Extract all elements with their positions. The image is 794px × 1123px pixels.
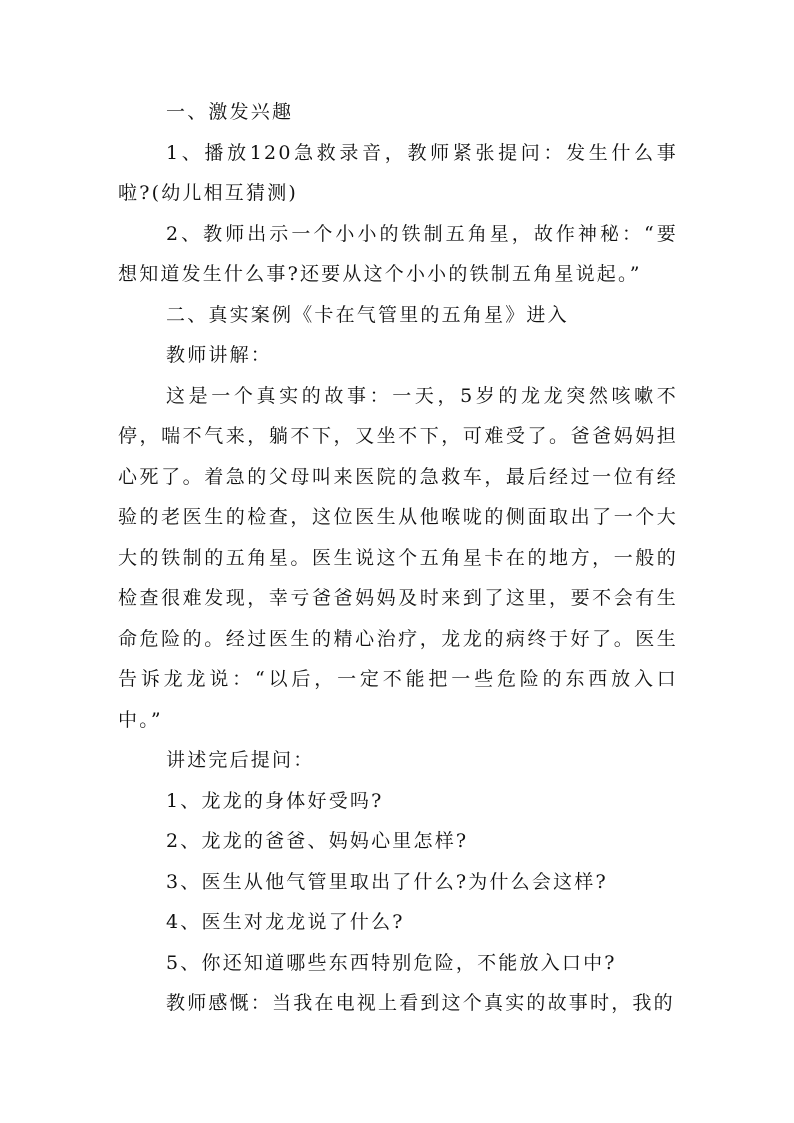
document-body	[118, 92, 678, 1024]
question-2: 2、龙龙的爸爸、妈妈心里怎样?	[166, 830, 469, 852]
paragraph-teacher-reflection: 教师感慨：当我在电视上看到这个真实的故事时，我的	[166, 992, 675, 1014]
question-4: 4、医生对龙龙说了什么?	[166, 911, 405, 933]
question-3: 3、医生从他气管里取出了什么?为什么会这样?	[166, 870, 608, 893]
question-5: 5、你还知道哪些东西特别危险，不能放入口中?	[166, 951, 617, 974]
paragraph-teacher-explains: 教师讲解：	[166, 344, 273, 366]
paragraph-questions-intro: 讲述完后提问：	[166, 749, 315, 771]
question-1: 1、龙龙的身体好受吗?	[166, 789, 384, 812]
paragraph-step-1: 1、播放120急救录音，教师紧张提问：发生什么事啦?(幼儿相互猜测)	[118, 141, 678, 204]
section-heading-interest: 一、激发兴趣	[166, 101, 294, 123]
paragraph-story: 这是一个真实的故事：一天，5岁的龙龙突然咳嗽不停，喘不气来，躺不下，又坐不下，可难受了。爸爸妈妈担心死了。着急的父母叫来医院的急救车，最后经过一位有经验的老医生的检查，这位医生从他喉咙的侧面取出了一个大大的铁制的五角星。医生说这个五角星卡在的地方，一般的检查很难发现，幸亏爸爸妈妈及时来到了这里，要不会有生命危险的。经过医生的精心治疗，龙龙的病终于好了。医生告诉龙龙说：“以后，一定不能把一些危险的东西放入口中。”	[118, 384, 678, 731]
section-heading-case: 二、真实案例《卡在气管里的五角星》进入	[166, 303, 569, 326]
paragraph-step-2: 2、教师出示一个小小的铁制五角星，故作神秘：“要想知道发生什么事?还要从这个小小的铁制五角星说起。”	[118, 222, 678, 285]
